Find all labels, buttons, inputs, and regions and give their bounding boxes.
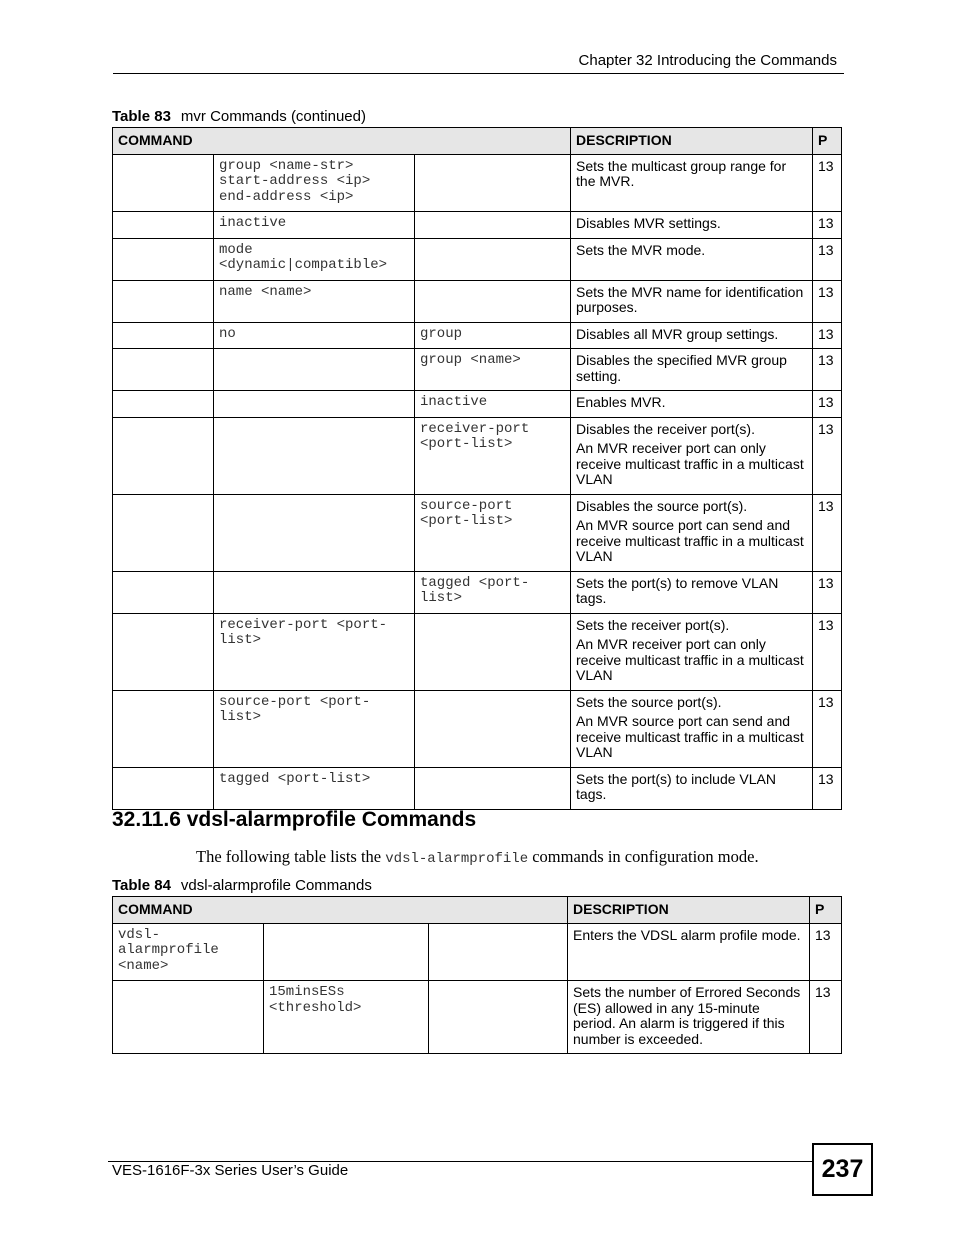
header-rule <box>113 73 844 74</box>
description-text: Sets the multicast group range for the MVR. <box>576 157 787 189</box>
p-cell: 13 <box>813 767 842 809</box>
table-83-label: Table 83 <box>112 108 171 125</box>
description-text: Sets the number of Errored Seconds (ES) allowed in any 15-minute period. An alarm is triggered if this number is exceeded. <box>573 984 801 1047</box>
command-text: end-address <ip> <box>219 188 354 205</box>
p-cell: 13 <box>813 690 842 767</box>
command-text: inactive <box>219 215 287 231</box>
p-cell: 13 <box>813 613 842 690</box>
command-text: group <name> <box>420 352 521 368</box>
description-text: Sets the port(s) to include VLAN tags. <box>576 770 777 802</box>
p-cell: 13 <box>813 417 842 494</box>
description-text: Disables the specified MVR group setting. <box>576 352 787 384</box>
command-cell <box>113 154 214 212</box>
description-text: Sets the receiver port(s). <box>576 616 730 633</box>
table-row <box>113 280 842 322</box>
description-cell <box>571 417 813 494</box>
command-cell <box>264 923 429 981</box>
p-cell: 13 <box>813 238 842 280</box>
description-cell <box>571 322 813 349</box>
description-cell <box>571 767 813 809</box>
command-cell <box>214 349 415 391</box>
p-cell: 13 <box>813 212 842 239</box>
description-text: Enables MVR. <box>576 394 666 410</box>
table-row <box>113 154 842 212</box>
description-cell <box>571 280 813 322</box>
description-text: Disables MVR settings. <box>576 215 721 231</box>
description-text: Disables the receiver port(s). <box>576 420 755 437</box>
command-cell <box>113 322 214 349</box>
command-cell <box>214 767 415 809</box>
table-row <box>113 238 842 280</box>
command-cell <box>415 391 571 418</box>
description-cell <box>571 238 813 280</box>
command-cell <box>415 349 571 391</box>
command-cell <box>113 494 214 571</box>
description-cell <box>571 571 813 613</box>
command-text: list> <box>219 632 262 648</box>
command-cell <box>214 154 415 212</box>
description-text: An MVR source port can send and receive multicast traffic in a multicast VLAN <box>576 517 804 564</box>
command-text: source-port <box>420 497 513 514</box>
command-text: <port-list> <box>420 436 513 452</box>
command-text: list> <box>219 709 262 725</box>
table-header-row <box>113 897 842 924</box>
description-cell <box>568 981 810 1054</box>
description-text: Sets the MVR mode. <box>576 241 706 258</box>
column-header-description: DESCRIPTION <box>571 128 813 155</box>
description-cell <box>571 494 813 571</box>
intro-text-after: commands in configuration mode. <box>528 847 759 866</box>
command-cell <box>415 280 571 322</box>
command-cell <box>214 212 415 239</box>
p-cell: 13 <box>810 923 842 981</box>
section-title: 32.11.6 vdsl-alarmprofile Commands <box>112 808 477 831</box>
table-84-vdsl-alarmprofile-commands <box>112 896 842 1054</box>
guide-title: VES-1616F-3x Series User’s Guide <box>112 1162 349 1179</box>
p-cell: 13 <box>810 981 842 1054</box>
description-text: Sets the port(s) to remove VLAN tags. <box>576 574 779 606</box>
command-cell <box>214 494 415 571</box>
description-text: An MVR receiver port can only receive multicast traffic in a multicast VLAN <box>576 440 804 487</box>
table-row <box>113 571 842 613</box>
column-header-description: DESCRIPTION <box>568 897 810 924</box>
command-text: name <name> <box>219 283 312 300</box>
command-cell <box>415 690 571 767</box>
table-83-title: mvr Commands (continued) <box>180 108 366 125</box>
table-row <box>113 322 842 349</box>
command-cell <box>415 417 571 494</box>
command-cell <box>113 212 214 239</box>
description-cell <box>571 690 813 767</box>
description-cell <box>571 349 813 391</box>
p-cell: 13 <box>813 280 842 322</box>
command-cell <box>429 923 568 981</box>
intro-text-before: The following table lists the <box>196 847 386 866</box>
column-header-p: P <box>810 897 842 924</box>
command-text: mode <box>219 241 253 258</box>
command-cell <box>113 417 214 494</box>
section-intro <box>196 847 759 867</box>
command-cell <box>415 322 571 349</box>
description-cell <box>568 923 810 981</box>
command-cell <box>415 767 571 809</box>
p-cell: 13 <box>813 391 842 418</box>
description-text: Disables the source port(s). <box>576 497 748 514</box>
command-text: tagged <port-list> <box>219 770 371 787</box>
command-text: inactive <box>420 394 488 410</box>
table-row <box>113 767 842 809</box>
table-84-label: Table 84 <box>112 877 171 894</box>
command-text: <port-list> <box>420 513 513 529</box>
command-text: <threshold> <box>269 999 362 1016</box>
command-cell <box>214 571 415 613</box>
table-84-title: vdsl-alarmprofile Commands <box>180 877 372 894</box>
table-84-caption <box>112 877 372 894</box>
command-cell <box>113 613 214 690</box>
description-cell <box>571 154 813 212</box>
chapter-header: Chapter 32 Introducing the Commands <box>578 52 837 69</box>
command-cell <box>415 571 571 613</box>
command-cell <box>113 690 214 767</box>
intro-code: vdsl-alarmprofile <box>385 851 529 867</box>
command-text: no <box>219 325 236 342</box>
page-number: 237 <box>812 1143 873 1196</box>
command-text: receiver-port <box>420 420 530 437</box>
table-row <box>113 494 842 571</box>
command-cell <box>214 391 415 418</box>
command-cell <box>415 494 571 571</box>
command-cell <box>214 417 415 494</box>
command-cell <box>113 391 214 418</box>
table-row <box>113 981 842 1054</box>
command-text: group <box>420 325 463 342</box>
p-cell: 13 <box>813 154 842 212</box>
command-cell <box>415 613 571 690</box>
column-header-command: COMMAND <box>113 897 568 924</box>
description-cell <box>571 613 813 690</box>
command-cell <box>214 238 415 280</box>
command-cell <box>113 238 214 280</box>
description-text: Disables all MVR group settings. <box>576 325 779 342</box>
command-text: source-port <port- <box>219 693 371 710</box>
command-text: start-address <ip> <box>219 173 371 189</box>
command-cell <box>429 981 568 1054</box>
table-83-caption <box>112 108 366 125</box>
column-header-command: COMMAND <box>113 128 571 155</box>
p-cell: 13 <box>813 494 842 571</box>
p-cell: 13 <box>813 322 842 349</box>
description-cell <box>571 212 813 239</box>
table-row <box>113 923 842 981</box>
table-row <box>113 349 842 391</box>
p-cell: 13 <box>813 571 842 613</box>
table-row <box>113 690 842 767</box>
description-text: Sets the MVR name for identification purposes. <box>576 283 804 315</box>
command-text: group <name-str> <box>219 157 354 174</box>
command-text: alarmprofile <box>118 942 219 958</box>
command-cell <box>214 690 415 767</box>
command-text: receiver-port <port- <box>219 616 388 633</box>
column-header-p: P <box>813 128 842 155</box>
command-text: 15minsESs <box>269 984 345 1000</box>
description-text: An MVR source port can send and receive multicast traffic in a multicast VLAN <box>576 713 804 760</box>
table-row <box>113 391 842 418</box>
command-text: tagged <port- <box>420 574 530 591</box>
command-text: list> <box>420 590 463 606</box>
command-cell <box>214 613 415 690</box>
command-cell <box>113 349 214 391</box>
description-cell <box>571 391 813 418</box>
description-text: An MVR receiver port can only receive multicast traffic in a multicast VLAN <box>576 636 804 683</box>
p-cell: 13 <box>813 349 842 391</box>
command-cell <box>113 981 264 1054</box>
command-cell <box>113 280 214 322</box>
description-text: Enters the VDSL alarm profile mode. <box>573 926 801 943</box>
table-row <box>113 212 842 239</box>
description-text: Sets the source port(s). <box>576 693 722 710</box>
command-cell <box>415 238 571 280</box>
table-row <box>113 417 842 494</box>
command-cell <box>415 212 571 239</box>
table-row <box>113 613 842 690</box>
command-cell <box>264 981 429 1054</box>
table-83-mvr-commands <box>112 127 842 810</box>
command-cell <box>214 280 415 322</box>
command-cell <box>113 571 214 613</box>
command-cell <box>214 322 415 349</box>
command-cell <box>113 767 214 809</box>
command-text: <dynamic|compatible> <box>219 257 388 273</box>
command-cell <box>415 154 571 212</box>
command-text: <name> <box>118 957 169 974</box>
command-cell <box>113 923 264 981</box>
command-text: vdsl- <box>118 926 161 943</box>
table-header-row <box>113 128 842 155</box>
